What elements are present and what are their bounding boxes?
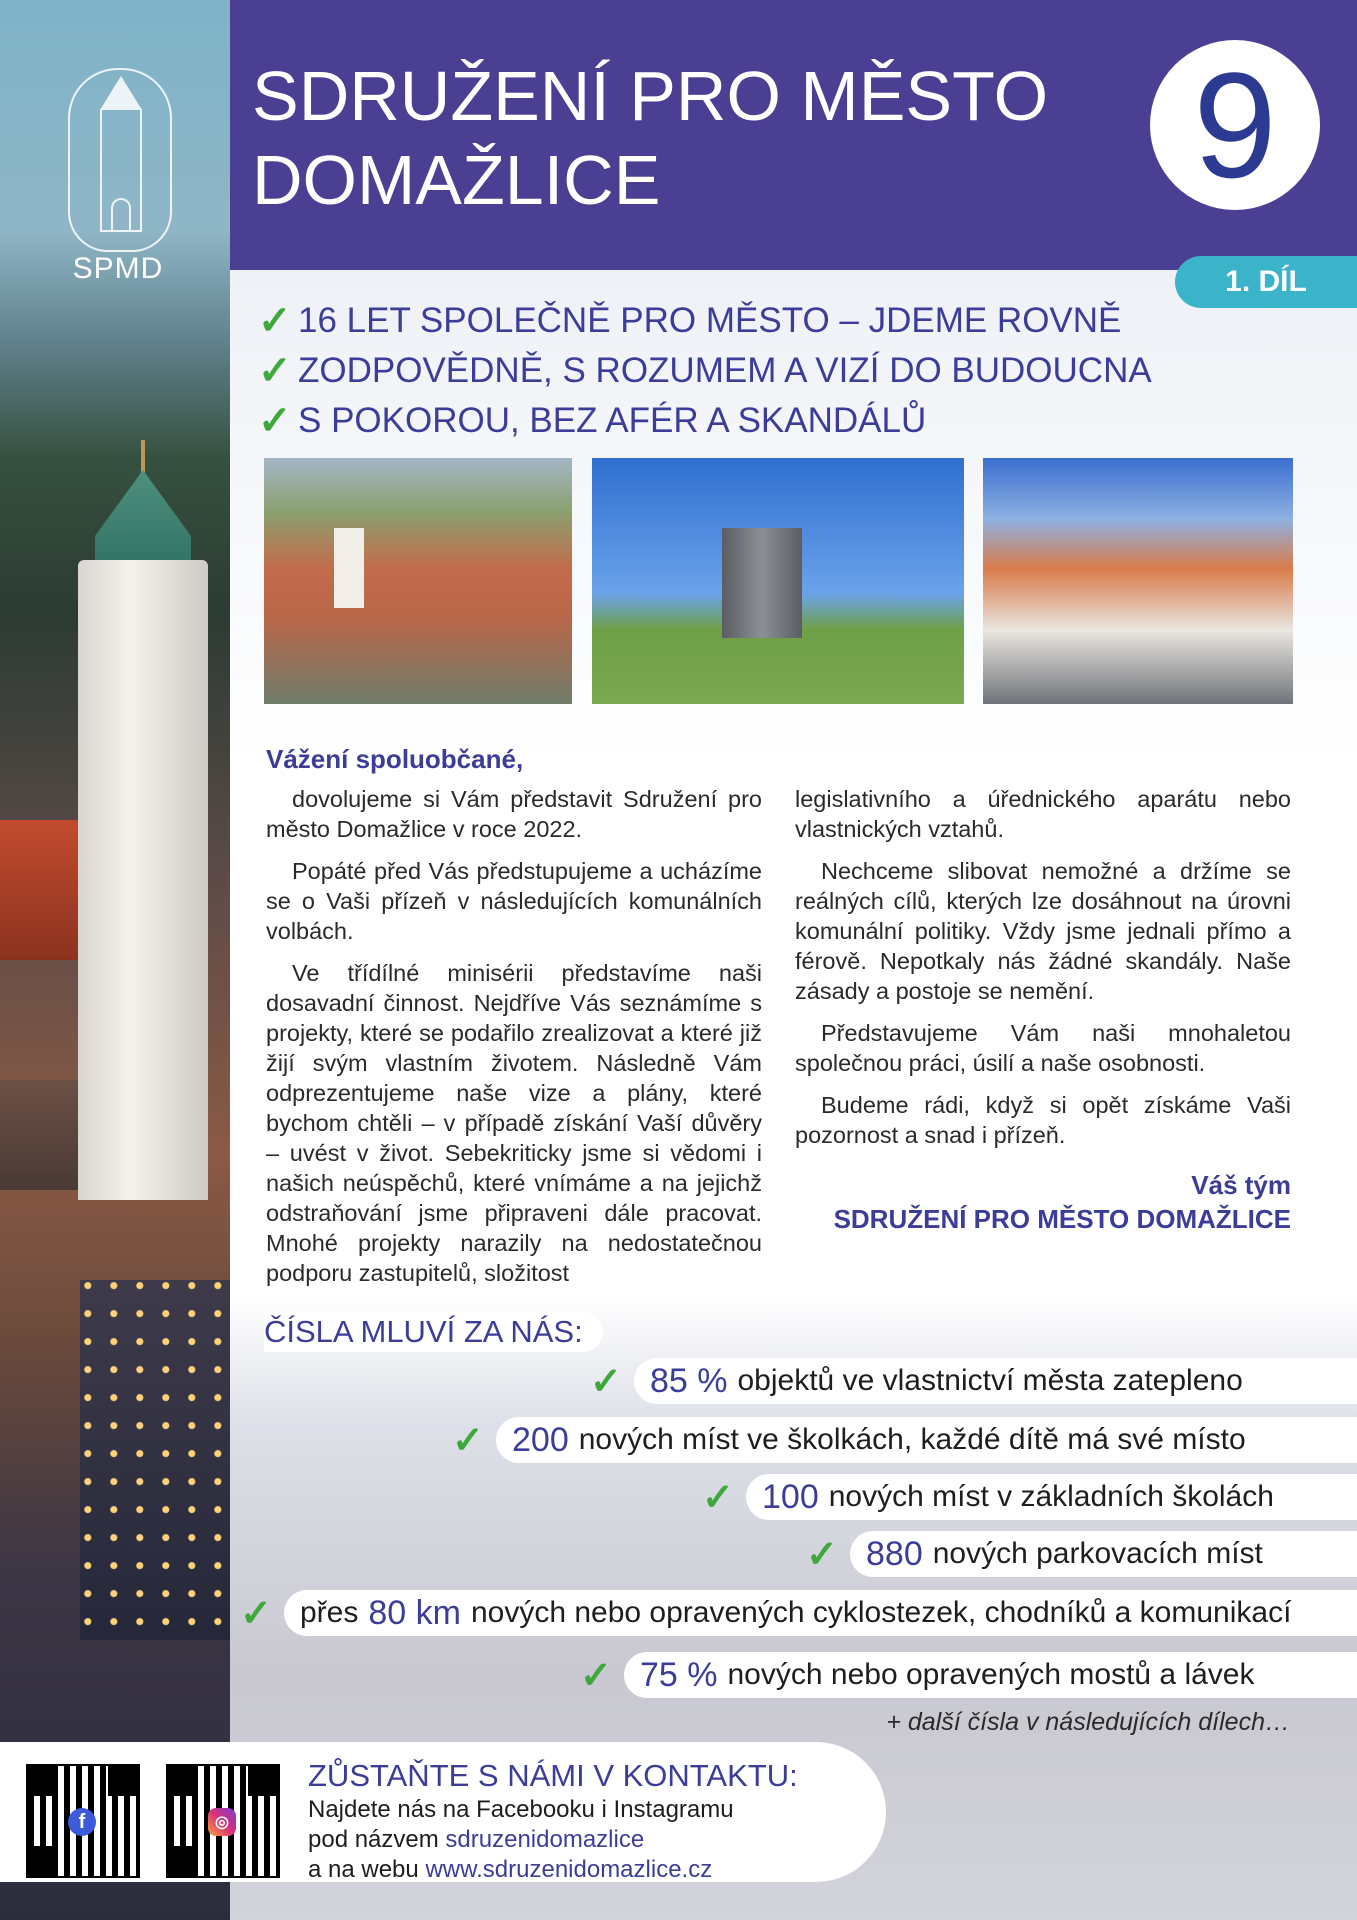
stat-item [580, 1652, 1357, 1698]
slogan-item [258, 296, 1152, 346]
slogan-text: S POKOROU, BEZ AFÉR A SKANDÁLŮ [298, 401, 927, 440]
letter-paragraph: Nechceme slibovat nemožné a držíme se reálných cílů, kterých lze dosáhnout na úrovni komunální politiky. Vždy jsme jednali přímo a férově. Nepotkaly nás žádné skandály. Naše zásady a postoje se nemění. [795, 858, 1291, 1004]
check-icon: ✓ [580, 1654, 612, 1697]
stat-number: 75 % [640, 1655, 718, 1694]
stat-prefix: přes [300, 1596, 359, 1629]
part-tab: 1. DÍL [1175, 256, 1357, 308]
number-badge [1150, 40, 1320, 210]
check-icon: ✓ [258, 299, 292, 343]
header-banner [230, 0, 1357, 270]
stat-text: nových míst v základních školách [828, 1480, 1274, 1513]
stat-pill [624, 1652, 1357, 1698]
stat-number: 880 [866, 1534, 923, 1573]
roof-photo-detail [0, 820, 80, 960]
stat-item [452, 1417, 1357, 1463]
stat-item [702, 1474, 1357, 1520]
contact-line-1: Najdete nás na Facebooku i Instagramu [308, 1796, 734, 1823]
street-lights [80, 1280, 230, 1640]
contact-line-3-prefix: a na webu [308, 1856, 419, 1883]
slogan-item [258, 396, 1152, 446]
contact-line-2 [308, 1826, 644, 1854]
letter-column-left [266, 784, 762, 1300]
lookout-tower-photo [592, 458, 964, 704]
facebook-icon: f [68, 1808, 96, 1836]
title-line-2: DOMAŽLICE [252, 141, 661, 219]
slogan-item [258, 346, 1152, 396]
check-icon: ✓ [806, 1533, 838, 1576]
social-handle-link[interactable]: sdruzenidomazlice [445, 1826, 645, 1853]
stat-item [806, 1531, 1357, 1577]
check-icon: ✓ [702, 1476, 734, 1519]
contact-line-2-prefix: pod názvem [308, 1826, 439, 1853]
tower-photo-strip [0, 0, 230, 1920]
castle-photo [983, 458, 1293, 704]
website-link[interactable]: www.sdruzenidomazlice.cz [425, 1856, 713, 1883]
stat-text: nových míst ve školkách, každé dítě má své místo [578, 1423, 1246, 1456]
stat-pill [850, 1531, 1357, 1577]
slogan-list [258, 296, 1152, 446]
more-numbers-note: + další čísla v následujících dílech… [886, 1708, 1290, 1736]
stat-text: nových nebo opravených cyklostezek, chodníků a komunikací [470, 1596, 1292, 1629]
town-square-photo [264, 458, 572, 704]
check-icon: ✓ [258, 349, 292, 393]
check-icon: ✓ [240, 1592, 272, 1635]
letter-paragraph: Ve třídílné minisérii představíme naši dosavadní činnost. Nejdříve Vás seznámíme s projekty, které se podařilo zrealizovat a které již žijí svým vlastním životem. Následně Vám odprezentujeme naše vize a plány, které bychom chtěli – v případě získání Vaší důvěry – uvést v život. Sebekriticky jsme si vědomi i našich neúspěchů, které vnímáme a na jejichž odstraňování jsme připraveni dále pracovat. Mnohé projekty narazily na nedostatečnou podporu zastupitelů, složitost [266, 960, 762, 1286]
contact-line-3 [308, 1856, 712, 1884]
logo-text: SPMD [72, 252, 164, 285]
letter-paragraph: dovolujeme si Vám představit Sdružení pro město Domažlice v roce 2022. [266, 786, 762, 842]
letter-paragraph: Popáté před Vás předstupujeme a ucházíme se o Vaši přízeň v následujících komunálních volbách. [266, 858, 762, 944]
check-icon: ✓ [258, 399, 292, 443]
lookout-tower-detail [722, 528, 802, 638]
contact-heading: ZŮSTAŇTE S NÁMI V KONTAKTU: [308, 1758, 798, 1793]
spmd-logo [68, 68, 172, 252]
page-title [252, 54, 1132, 222]
stat-text: objektů ve vlastnictví města zatepleno [737, 1364, 1243, 1397]
stat-number: 80 km [368, 1593, 461, 1632]
slogan-text: 16 LET SPOLEČNĚ PRO MĚSTO – JDEME ROVNĚ [298, 301, 1122, 340]
signoff-line-2: SDRUŽENÍ PRO MĚSTO DOMAŽLICE [833, 1204, 1291, 1234]
stat-pill [634, 1358, 1357, 1404]
check-icon: ✓ [590, 1360, 622, 1403]
stat-item [240, 1590, 1357, 1636]
letter-greeting: Vážení spoluobčané, [266, 744, 524, 774]
stat-item [590, 1358, 1357, 1404]
instagram-icon: ◎ [208, 1808, 236, 1836]
slogan-text: ZODPOVĚDNĚ, S ROZUMEM A VIZÍ DO BUDOUCNA [298, 351, 1152, 390]
stat-number: 100 [762, 1477, 819, 1516]
list-number: 9 [1193, 41, 1277, 209]
letter-signoff [795, 1168, 1291, 1236]
letter-paragraph: Budeme rádi, když si opět získáme Vaši pozornost a snad i přízeň. [795, 1092, 1291, 1148]
letter-paragraph: legislativního a úřednického aparátu nebo vlastnických vztahů. [795, 786, 1291, 842]
signoff-line-1: Váš tým [1191, 1170, 1291, 1200]
check-icon: ✓ [452, 1419, 484, 1462]
letter-paragraph: Představujeme Vám naši mnohaletou společnou práci, úsilí a naše osobnosti. [795, 1020, 1291, 1076]
stat-number: 200 [512, 1420, 569, 1459]
stat-pill [746, 1474, 1357, 1520]
stat-text: nových nebo opravených mostů a lávek [727, 1658, 1255, 1691]
stat-text: nových parkovacích míst [932, 1537, 1263, 1570]
stat-number: 85 % [650, 1361, 728, 1400]
church-detail [334, 528, 364, 608]
title-line-1: SDRUŽENÍ PRO MĚSTO [252, 57, 1049, 135]
church-tower [78, 560, 208, 1200]
stat-pill [284, 1590, 1357, 1636]
letter-column-right [795, 784, 1291, 1162]
stat-pill [496, 1417, 1357, 1463]
gate-icon [100, 110, 142, 232]
numbers-heading: ČÍSLA MLUVÍ ZA NÁS: [264, 1312, 603, 1352]
